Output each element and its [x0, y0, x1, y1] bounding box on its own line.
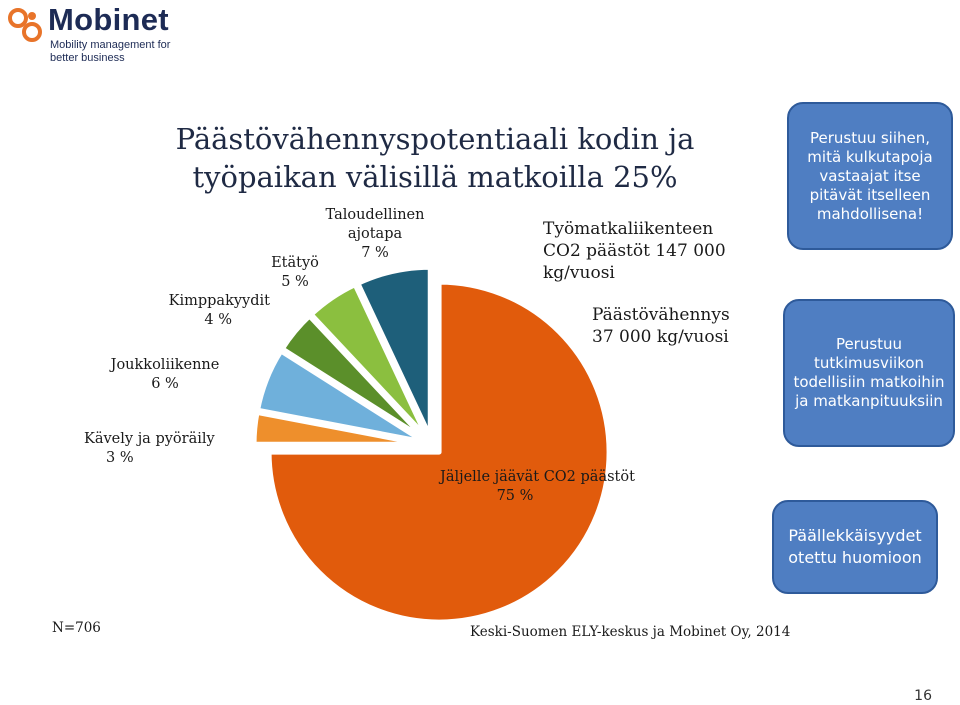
note-bubble-actual-trips: Perustuu tutkimusviikon todellisiin matkoihin ja matkanpituuksiin: [783, 299, 955, 447]
slice-label-carpooling: Kimppakyydit 4 %: [168, 293, 270, 328]
eco-driving-label: [305, 206, 445, 244]
sample-size: N=706: [52, 620, 101, 636]
page-number: 16: [914, 688, 932, 704]
page-title: Päästövähennyspotentiaali kodin ja työpaikan välisillä matkoilla 25%: [175, 122, 695, 194]
slice-label-public-transport: Joukkoliikenne 6 %: [110, 357, 220, 392]
slice-label-walking-cycling: Kävely ja pyöräily 3 %: [84, 431, 215, 466]
source-text: Keski-Suomen ELY-keskus ja Mobinet Oy, 2014: [470, 624, 791, 640]
slice-label-remaining: Jäljelle jäävät CO2 päästöt 75 %: [440, 469, 635, 504]
total-emissions-text: Työmatkaliikenteen CO2 päästöt 147 000 kg/vuosi: [543, 219, 726, 283]
logo-wordmark: Mobinet: [48, 2, 169, 37]
eco-driving-label-line: Taloudellinen: [325, 207, 425, 223]
reduction-text: Päästövähennys 37 000 kg/vuosi: [592, 305, 730, 347]
note-bubble-self-assessed: Perustuu siihen, mitä kulkutapoja vastaajat itse pitävät itselleen mahdollisena!: [787, 102, 953, 250]
slice-label-remote-work: Etätyö 5 %: [271, 255, 319, 290]
logo-tagline: Mobility management for better business: [50, 39, 171, 64]
note-bubble-overlaps: Päällekkäisyydet otettu huomioon: [772, 500, 938, 594]
slice-label-eco-driving: Taloudellinen ajotapa 7 %: [305, 206, 445, 263]
eco-driving-label-line: ajotapa: [347, 226, 403, 242]
